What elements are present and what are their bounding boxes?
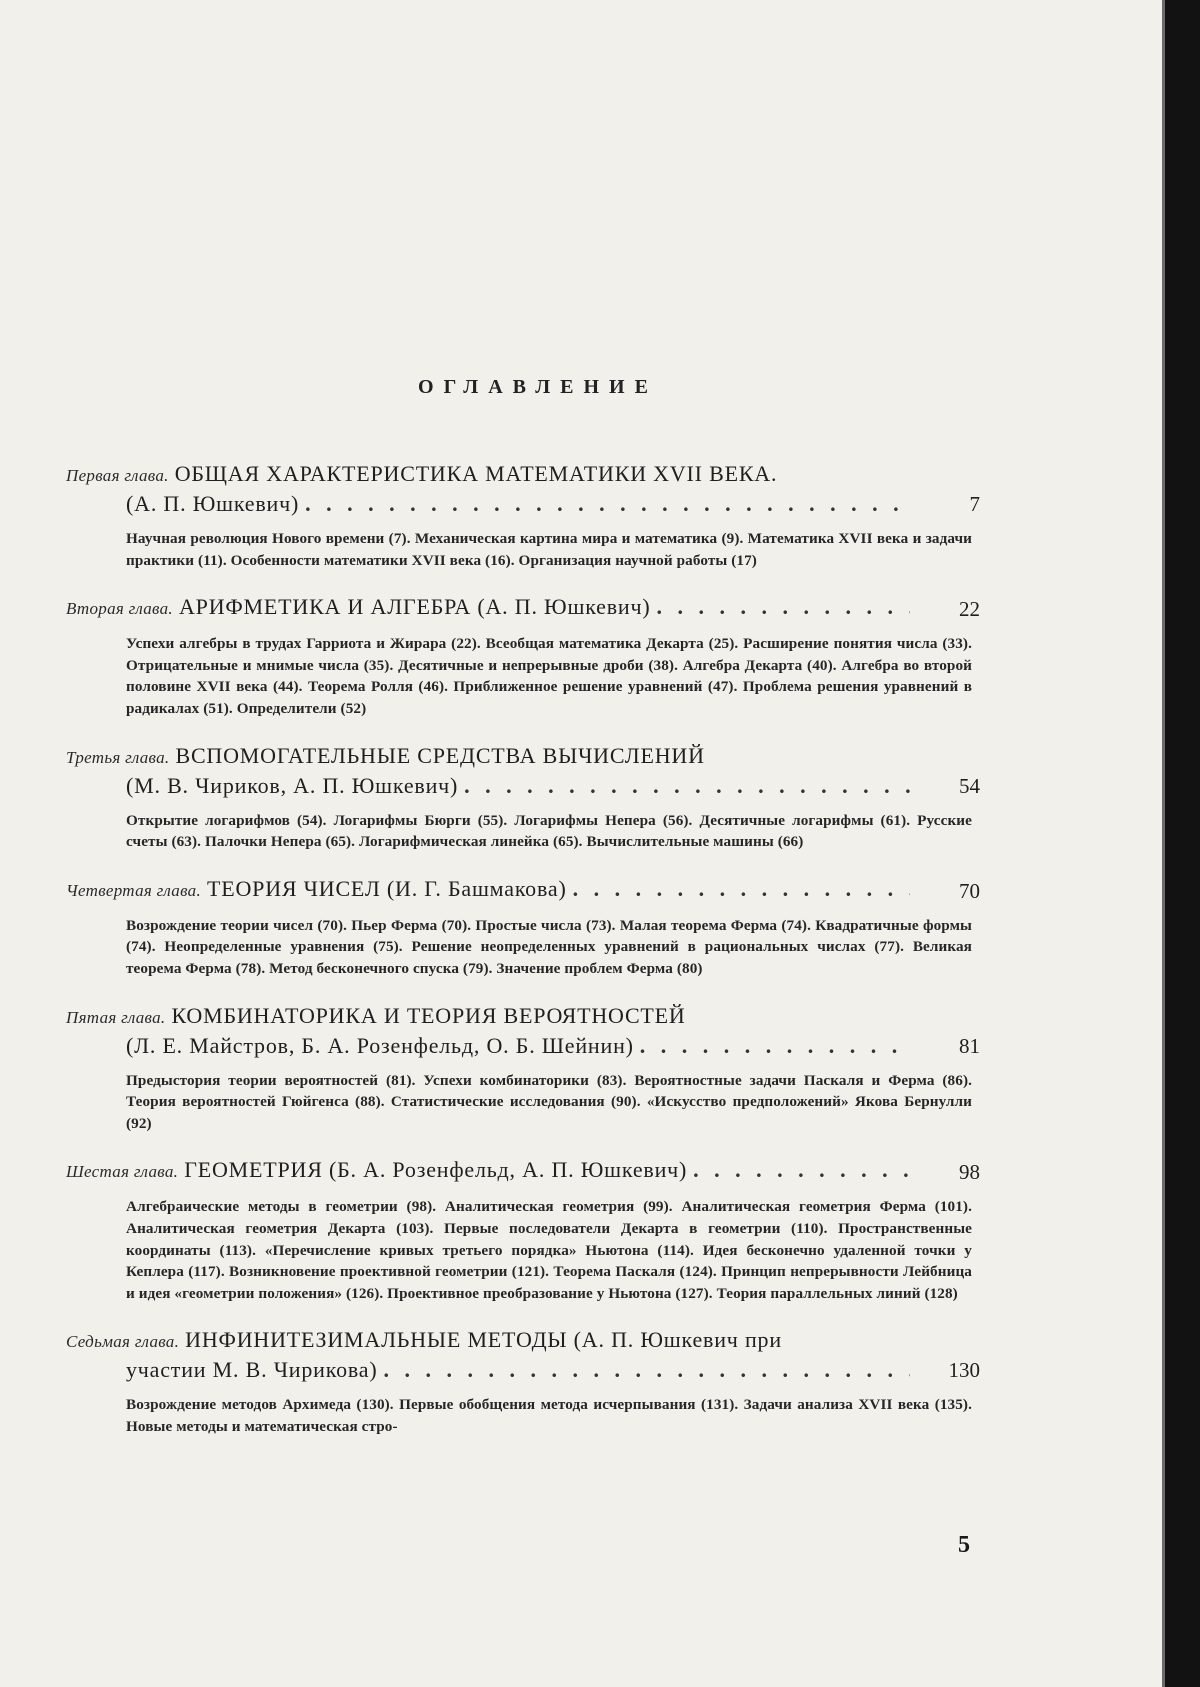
chapter-page-number: 130 <box>948 1358 980 1383</box>
toc-entry-title-line-1 <box>66 593 910 623</box>
toc-entry-1 <box>66 460 980 571</box>
table-of-contents <box>66 460 980 1459</box>
chapter-label: Седьмая глава. <box>66 1332 180 1352</box>
toc-entry-title-line-2 <box>66 1356 910 1384</box>
chapter-description: Открытие логарифмов (54). Логарифмы Бюрги (55). Логарифмы Непера (56). Десятичные логарифмы (61). Русские счеты (63). Палочки Непера (65). Логарифмическая линейка (65). Вычислительные машины (66) <box>126 811 972 851</box>
chapter-description: Алгебраические методы в геометрии (98). Аналитическая геометрия (99). Аналитическая геометрия Ферма (101). Аналитическая геометрия Декарта (103). Первые последователи Декарта в геометрии (110). Пространственные координаты (113). «Перечисление кривых третьего порядка» Ньютона (114). Идея бесконечно удаленной точки у Кеплера (117). Возникновение проективной геометрии (121). Теорема Паскаля (124). Принцип непрерывности Лейбница и идея «геометрии положения» (126). Проективное преобразование у Ньютона (127). Теория параллельных линий (128) <box>126 1198 972 1302</box>
toc-entry-5 <box>66 1002 980 1135</box>
toc-entry-3 <box>66 742 980 853</box>
toc-entry-heading <box>66 1156 980 1186</box>
chapter-label: Вторая глава. <box>66 599 173 619</box>
toc-entry-title-line-1 <box>66 875 910 905</box>
toc-entry-title-line-2 <box>66 1032 910 1060</box>
chapter-description: Предыстория теории вероятностей (81). Успехи комбинаторики (83). Вероятностные задачи Паскаля и Ферма (86). Теория вероятностей Гюйгенса (88). Статистические исследования (90). «Искусство предположений» Якова Бернулли (92) <box>126 1071 972 1132</box>
chapter-description: Успехи алгебры в трудах Гарриота и Жирара (22). Всеобщая математика Декарта (25). Расширение понятия числа (33). Отрицательные и мнимые числа (35). Десятичные и непрерывные дроби (38). Алгебра Декарта (40). Алгебра во второй половине XVII века (44). Теорема Ролля (46). Приближенное решение уравнений (47). Проблема решения уравнений в радикалах (51). Определители (52) <box>126 635 972 717</box>
chapter-title: ВСПОМОГАТЕЛЬНЫЕ СРЕДСТВА ВЫЧИСЛЕНИЙ <box>175 742 705 768</box>
chapter-page-number: 70 <box>959 878 980 903</box>
chapter-title: АРИФМЕТИКА И АЛГЕБРА (А. П. Юшкевич) <box>178 594 651 620</box>
toc-entry-heading <box>66 593 980 623</box>
toc-entry-title-line-1 <box>66 742 910 772</box>
toc-entry-title-line-2 <box>66 772 910 800</box>
chapter-label: Шестая глава. <box>66 1162 179 1182</box>
toc-entry-heading <box>66 460 980 518</box>
chapter-author: участии М. В. Чирикова) <box>126 1357 378 1383</box>
toc-entry-title-line-1 <box>66 1326 910 1356</box>
chapter-author: (М. В. Чириков, А. П. Юшкевич) <box>126 772 459 798</box>
chapter-page-number: 7 <box>969 492 980 516</box>
toc-entry-heading <box>66 875 980 905</box>
toc-entry-heading <box>66 742 980 800</box>
leader-dots <box>384 1356 911 1384</box>
toc-entry-4 <box>66 875 980 980</box>
toc-entry-title-line-1 <box>66 1156 910 1186</box>
page-edge-shadow <box>1162 0 1200 1687</box>
toc-entry-heading <box>66 1326 980 1384</box>
chapter-description: Научная революция Нового времени (7). Механическая картина мира и математика (9). Математика XVII века и задачи практики (11). Особенности математики XVII века (16). Организация научной работы (17) <box>126 530 972 569</box>
leader-dots <box>464 772 910 800</box>
chapter-page-number: 54 <box>959 773 980 798</box>
page-edge-line <box>1162 0 1165 1687</box>
chapter-description: Возрождение теории чисел (70). Пьер Ферма (70). Простые числа (73). Малая теорема Ферма (74). Квадратичные формы (74). Неопределенные уравнения (75). Решение неопределенных уравнений в рациональных числах (77). Великая теорема Ферма (78). Метод бесконечного спуска (79). Значение проблем Ферма (80) <box>126 916 972 977</box>
chapter-title: ИНФИНИТЕЗИМАЛЬНЫЕ МЕТОДЫ (А. П. Юшкевич при <box>185 1327 782 1353</box>
leader-dots <box>640 1032 910 1060</box>
leader-dots <box>693 1156 910 1184</box>
toc-entry-7 <box>66 1326 980 1437</box>
contents-heading: ОГЛАВЛЕНИЕ <box>418 376 658 398</box>
chapter-page-number: 22 <box>959 597 980 622</box>
page-number-footer: 5 <box>958 1532 970 1558</box>
chapter-label: Первая глава. <box>66 466 169 485</box>
toc-entry-6 <box>66 1156 980 1304</box>
leader-dots <box>656 593 910 621</box>
chapter-title: ГЕОМЕТРИЯ (Б. А. Розенфельд, А. П. Юшкевич) <box>184 1157 688 1183</box>
chapter-title: ТЕОРИЯ ЧИСЕЛ (И. Г. Башмакова) <box>207 875 567 901</box>
chapter-title: ОБЩАЯ ХАРАКТЕРИСТИКА МАТЕМАТИКИ XVII ВЕКА. <box>174 461 778 486</box>
chapter-author: (А. П. Юшкевич) <box>126 491 300 516</box>
chapter-label: Третья глава. <box>66 747 170 767</box>
toc-entry-heading <box>66 1002 980 1060</box>
chapter-label: Пятая глава. <box>66 1007 166 1027</box>
chapter-label: Четвертая глава. <box>66 880 201 900</box>
leader-dots <box>305 490 910 518</box>
chapter-description: Возрождение методов Архимеда (130). Первые обобщения метода исчерпывания (131). Задачи анализа XVII века (135). Новые методы и математическая стро- <box>126 1396 972 1435</box>
leader-dots <box>573 875 910 903</box>
toc-entry-title-line-2 <box>66 490 910 518</box>
chapter-page-number: 98 <box>959 1160 980 1185</box>
chapter-page-number: 81 <box>959 1033 980 1058</box>
chapter-author: (Л. Е. Майстров, Б. А. Розенфельд, О. Б. Шейнин) <box>126 1032 634 1058</box>
toc-entry-title-line-1 <box>66 460 910 490</box>
toc-entry-title-line-1 <box>66 1002 910 1032</box>
chapter-title: КОМБИНАТОРИКА И ТЕОРИЯ ВЕРОЯТНОСТЕЙ <box>171 1002 686 1028</box>
toc-entry-2 <box>66 593 980 719</box>
